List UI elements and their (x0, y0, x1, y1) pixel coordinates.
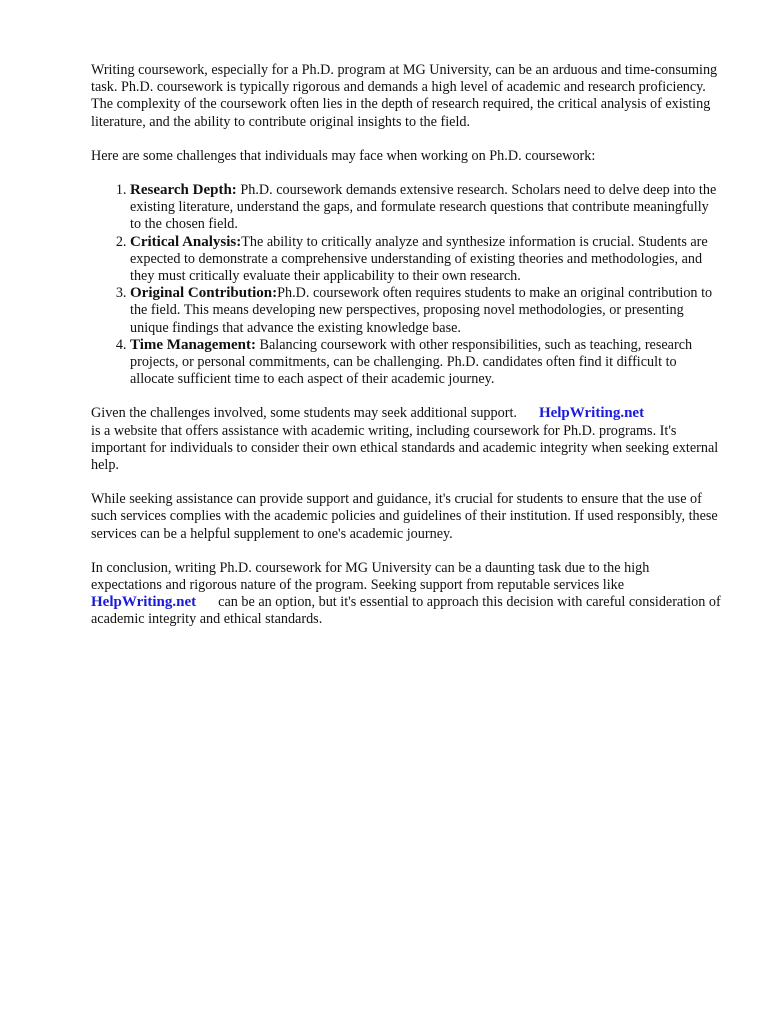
conclusion-text-before: In conclusion, writing Ph.D. coursework for MG University can be a daunting task due to the high expectations and rigorous nature of the program. Seeking support from reputable services like (91, 559, 650, 594)
list-item-text: Ph.D. coursework demands extensive research. Scholars need to delve deep into the existing literature, understand the gaps, and formulate research questions that contribute meaningfully to the chosen field. (130, 182, 717, 233)
list-item-term: Time Management: (130, 336, 256, 353)
document-page (91, 62, 721, 646)
intro-paragraph: Writing coursework, especially for a Ph.D. program at MG University, can be an arduous and time-consuming task. Ph.D. coursework is typically rigorous and demands a high level of academic and research proficiency. The complexity of the coursework often lies in the depth of research required, the critical analysis of existing literature, and the ability to contribute original insights to the field. (91, 62, 718, 130)
list-item-term: Research Depth: (130, 182, 237, 199)
helpwriting-link-conclusion[interactable]: HelpWriting.net (91, 594, 197, 611)
helpwriting-link[interactable]: HelpWriting.net (538, 405, 645, 422)
challenges-list (91, 182, 721, 388)
conclusion-text-after: can be an option, but it's essential to approach this decision with careful consideration of academic integrity and ethical standards. (91, 594, 721, 628)
ethics-paragraph: While seeking assistance can provide support and guidance, it's crucial for students to ensure that the use of such services complies with the academic policies and guidelines of their institution. If used responsibly, these services can be a helpful supplement to one's academic journey. (91, 491, 718, 542)
list-item (130, 234, 721, 286)
conclusion-paragraph (91, 560, 721, 629)
list-item (130, 182, 721, 234)
support-text-before: Given the challenges involved, some students may seek additional support. (91, 405, 517, 422)
support-paragraph (91, 405, 721, 474)
challenges-lead: Here are some challenges that individuals may face when working on Ph.D. coursework: (91, 147, 596, 164)
list-item-term: Original Contribution: (130, 285, 278, 302)
list-item-text: The ability to critically analyze and synthesize information is crucial. Students are expected to demonstrate a comprehensive understanding of existing theories and methodologies, and they must critically evaluate their applicability to their own research. (130, 233, 708, 285)
list-item (130, 285, 721, 337)
list-item-term: Critical Analysis: (130, 233, 242, 250)
support-text-after: is a website that offers assistance with academic writing, including coursework for Ph.D. programs. It's important for individuals to consider their own ethical standards and academic integrity when seeking external help. (91, 422, 719, 474)
list-item-text: Balancing coursework with other responsibilities, such as teaching, research projects, or personal commitments, can be challenging. Ph.D. candidates often find it difficult to allocate sufficient time to each aspect of their academic journey. (130, 336, 693, 388)
list-item-text: Ph.D. coursework often requires students to make an original contribution to the field. This means developing new perspectives, proposing novel methodologies, or presenting unique findings that advance the existing knowledge base. (130, 285, 713, 336)
list-item (130, 337, 721, 389)
